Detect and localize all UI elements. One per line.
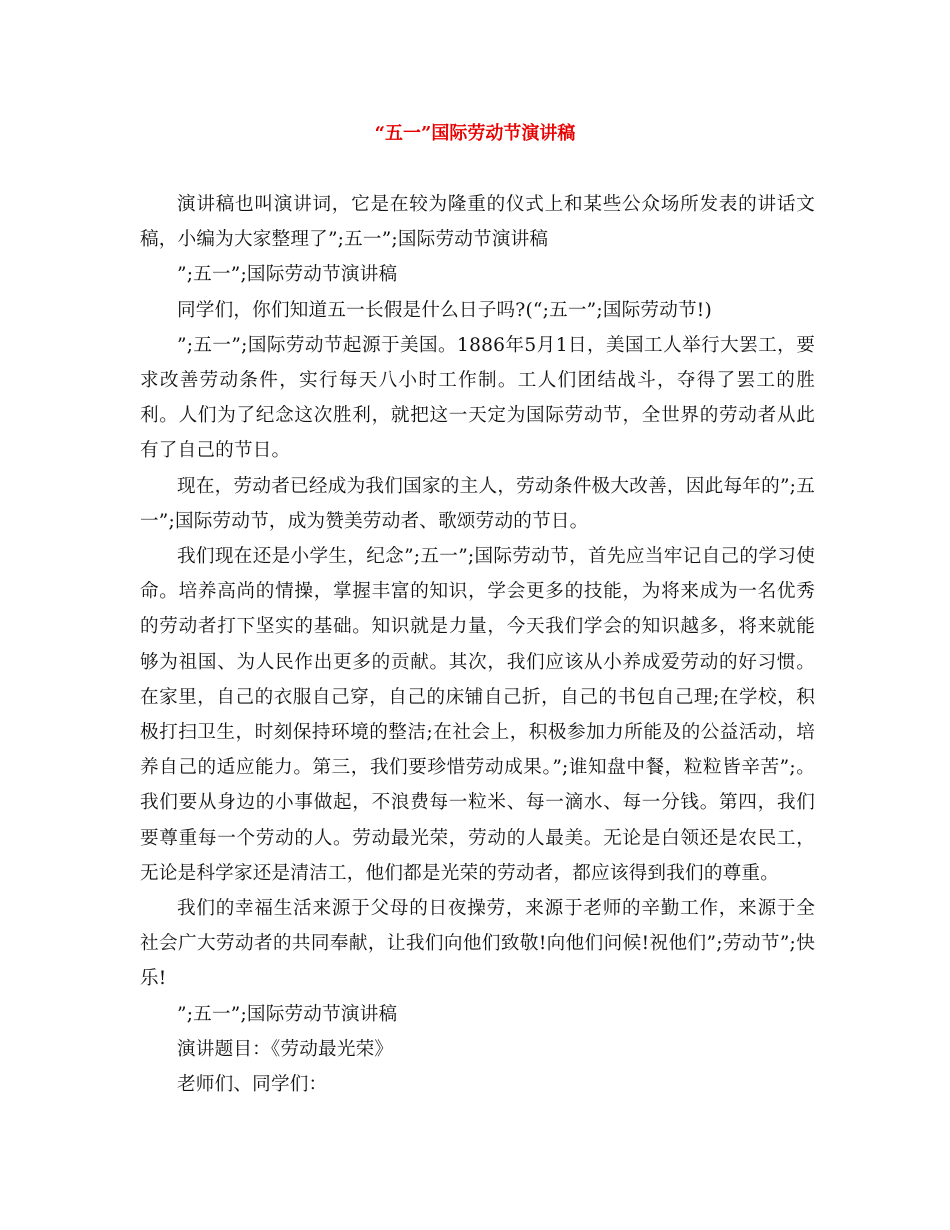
document-body [140, 187, 815, 1102]
document-title: “五一”国际劳动节演讲稿 [374, 123, 576, 144]
paragraph: 老师们、同学们： [177, 1074, 328, 1096]
paragraph: ”;五一”;国际劳动节演讲稿 [177, 1003, 398, 1025]
paragraph: 现在，劳动者已经成为我们国家的主人，劳动条件极大改善，因此每年的”;五一”;国际劳动节，成为赞美劳动者、歌颂劳动的节日。 [140, 475, 815, 532]
paragraph: 我们现在还是小学生，纪念”;五一”;国际劳动节，首先应当牢记自己的学习使命。培养高尚的情操，掌握丰富的知识，学会更多的技能，为将来成为一名优秀的劳动者打下坚实的基础。知识就是力量，今天我们学会的知识越多，将来就能够为祖国、为人民作出更多的贡献。其次，我们应该从小养成爱劳动的好习惯。在家里，自己的衣服自己穿，自己的床铺自己折，自己的书包自己理;在学校，积极打扫卫生，时刻保持环境的整洁;在社会上，积极参加力所能及的公益活动，培养自己的适应能力。第三，我们要珍惜劳动成果。”;谁知盘中餐，粒粒皆辛苦”;。我们要从身边的小事做起，不浪费每一粒米、每一滴水、每一分钱。第四，我们要尊重每一个劳动的人。劳动最光荣，劳动的人最美。无论是白领还是农民工，无论是科学家还是清洁工，他们都是光荣的劳动者，都应该得到我们的尊重。 [140, 546, 815, 884]
paragraph: ”;五一”;国际劳动节起源于美国。1886年5月1日，美国工人举行大罢工，要求改善劳动条件，实行每天八小时工作制。工人们团结战斗，夺得了罢工的胜利。人们为了纪念这次胜利，就把这一天定为国际劳动节，全世界的劳动者从此有了自己的节日。 [140, 334, 815, 462]
paragraph: 演讲题目：《劳动最光荣》 [177, 1038, 394, 1060]
paragraph: ”;五一”;国际劳动节演讲稿 [177, 264, 398, 286]
paragraph: 演讲稿也叫演讲词，它是在较为隆重的仪式上和某些公众场所发表的讲话文稿，小编为大家整理了”;五一”;国际劳动节演讲稿 [140, 194, 815, 251]
paragraph: 我们的幸福生活来源于父母的日夜操劳，来源于老师的辛勤工作，来源于全社会广大劳动者的共同奉献，让我们向他们致敬!向他们问候!祝他们”;劳动节”;快乐! [140, 898, 815, 990]
paragraph: 同学们，你们知道五一长假是什么日子吗?(“;五一”;国际劳动节!) [177, 299, 712, 321]
